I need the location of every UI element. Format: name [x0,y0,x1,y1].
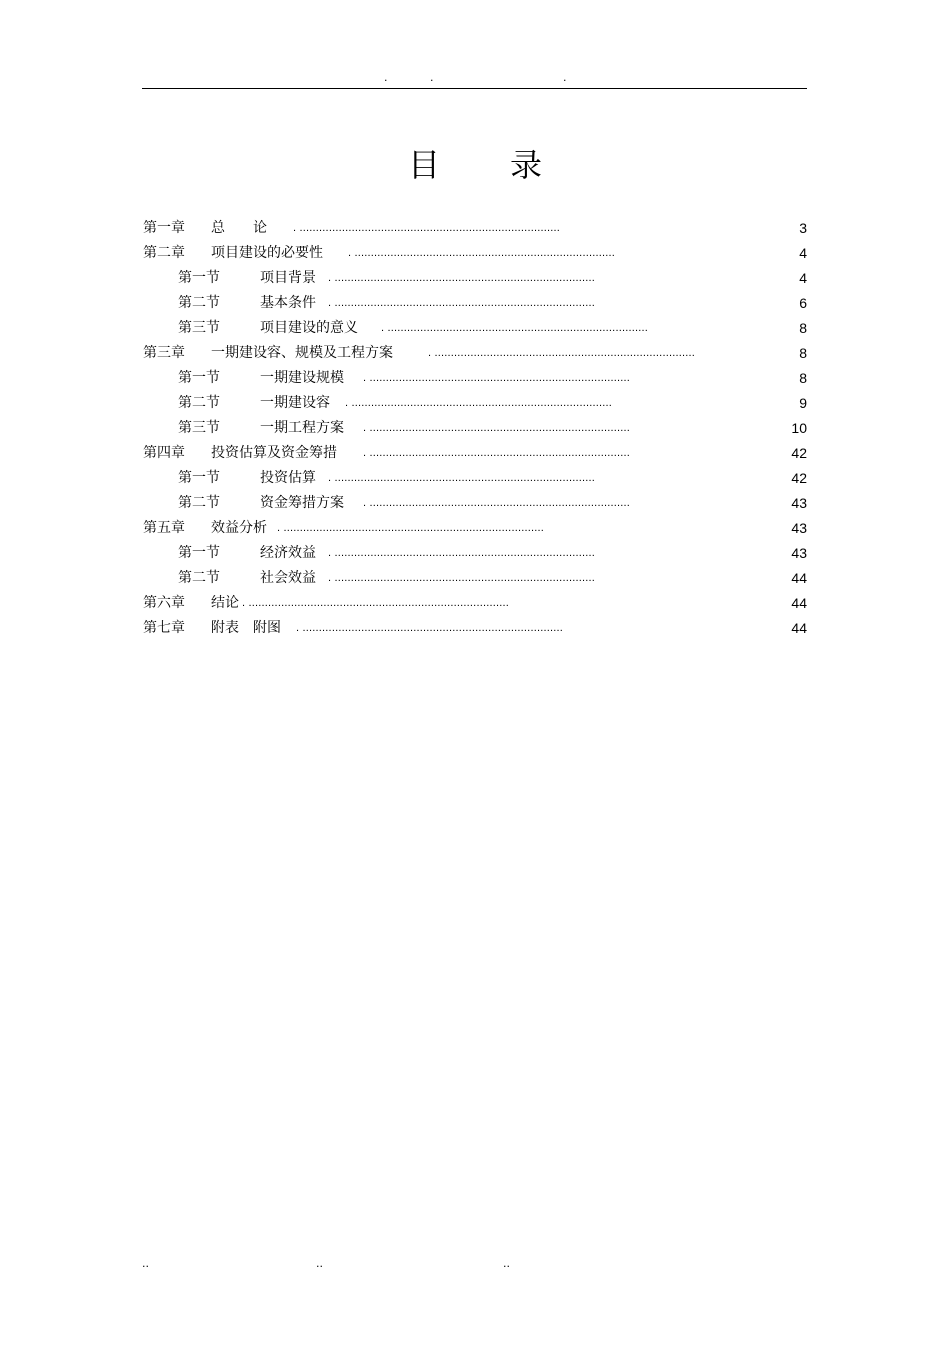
toc-page-number: 4 [799,270,807,286]
toc-page-number: 6 [799,295,807,311]
toc-dot-leader: . ................................................................................ [363,422,631,434]
toc-entry-number: 第七章 [143,620,185,636]
toc-page-number: 4 [799,245,807,261]
toc-page-number: 44 [791,570,807,586]
toc-entry-number: 第一节 [178,270,220,286]
header-dot: . [430,71,434,84]
footer-dot: .. [503,1257,510,1270]
toc-entry-number: 第四章 [143,445,185,461]
toc-page-number: 8 [799,345,807,361]
toc-entry-title: 项目建设的必要性 [211,245,323,261]
toc-section-row[interactable] [143,366,807,391]
toc-entry-number: 第三节 [178,320,220,336]
toc-entry-number: 第三节 [178,420,220,436]
toc-entry-number: 第一节 [178,370,220,386]
toc-dot-leader: . ................................................................................ [242,597,510,609]
toc-entry-number: 第二节 [178,295,220,311]
toc-section-row[interactable] [143,416,807,441]
toc-dot-leader: . ................................................................................ [381,322,649,334]
toc-section-row[interactable] [143,291,807,316]
toc-entry-title: 效益分析 [211,520,267,536]
toc-page-number: 43 [791,545,807,561]
toc-dot-leader: . ................................................................................ [328,472,596,484]
toc-entry-title: 一期建设容、规模及工程方案 [211,345,393,361]
toc-entry-number: 第二节 [178,570,220,586]
toc-entry-title: 资金筹措方案 [260,495,344,511]
toc-chapter-row[interactable] [143,341,807,366]
toc-page-number: 42 [791,470,807,486]
toc-chapter-row[interactable] [143,216,807,241]
toc-dot-leader: . ................................................................................ [345,397,613,409]
toc-entry-number: 第二节 [178,395,220,411]
toc-page-number: 44 [791,620,807,636]
toc-page-number: 43 [791,520,807,536]
toc-entry-number: 第五章 [143,520,185,536]
toc-dot-leader: . ................................................................................ [363,372,631,384]
table-of-contents [143,216,807,641]
toc-entry-title: 社会效益 [260,570,316,586]
toc-dot-leader: . ................................................................................ [363,497,631,509]
toc-page-number: 43 [791,495,807,511]
toc-entry-title: 附表 附图 [211,620,281,636]
footer-dot: .. [142,1257,149,1270]
toc-entry-number: 第三章 [143,345,185,361]
toc-section-row[interactable] [143,566,807,591]
toc-entry-number: 第二节 [178,495,220,511]
toc-dot-leader: . ................................................................................ [293,222,561,234]
toc-chapter-row[interactable] [143,591,807,616]
header-dots [142,72,807,88]
toc-chapter-row[interactable] [143,616,807,641]
toc-section-row[interactable] [143,466,807,491]
toc-chapter-row[interactable] [143,516,807,541]
toc-dot-leader: . ................................................................................ [348,247,616,259]
toc-entry-title: 一期建设规模 [260,370,344,386]
toc-entry-title: 基本条件 [260,295,316,311]
toc-entry-title: 一期建设容 [260,395,330,411]
toc-entry-title: 经济效益 [260,545,316,561]
toc-dot-leader: . ................................................................................ [428,347,696,359]
toc-dot-leader: . ................................................................................ [277,522,545,534]
footer-dots [142,1258,807,1272]
toc-entry-title: 一期工程方案 [260,420,344,436]
toc-entry-number: 第一章 [143,220,185,236]
toc-entry-title: 总 论 [211,220,267,236]
toc-entry-number: 第二章 [143,245,185,261]
toc-entry-number: 第六章 [143,595,185,611]
header-dot: . [563,71,567,84]
toc-page-number: 3 [799,220,807,236]
toc-dot-leader: . ................................................................................ [363,447,631,459]
toc-section-row[interactable] [143,541,807,566]
header-rule [142,88,807,89]
toc-dot-leader: . ................................................................................ [328,297,596,309]
toc-section-row[interactable] [143,316,807,341]
toc-dot-leader: . ................................................................................ [328,272,596,284]
toc-dot-leader: . ................................................................................ [296,622,564,634]
footer-dot: .. [316,1257,323,1270]
toc-page-number: 44 [791,595,807,611]
toc-section-row[interactable] [143,391,807,416]
toc-entry-number: 第一节 [178,545,220,561]
toc-page-number: 9 [799,395,807,411]
toc-chapter-row[interactable] [143,441,807,466]
page-title: 目录 [407,146,612,185]
toc-dot-leader: . ................................................................................ [328,572,596,584]
header-dot: . [384,71,388,84]
toc-page-number: 8 [799,370,807,386]
toc-entry-title: 结论 [211,595,239,611]
toc-page-number: 8 [799,320,807,336]
toc-section-row[interactable] [143,491,807,516]
toc-entry-title: 投资估算及资金筹措 [211,445,337,461]
toc-page-number: 42 [791,445,807,461]
toc-entry-title: 投资估算 [260,470,316,486]
toc-entry-number: 第一节 [178,470,220,486]
toc-entry-title: 项目背景 [260,270,316,286]
toc-dot-leader: . ................................................................................ [328,547,596,559]
toc-section-row[interactable] [143,266,807,291]
toc-chapter-row[interactable] [143,241,807,266]
toc-page-number: 10 [791,420,807,436]
toc-entry-title: 项目建设的意义 [260,320,358,336]
